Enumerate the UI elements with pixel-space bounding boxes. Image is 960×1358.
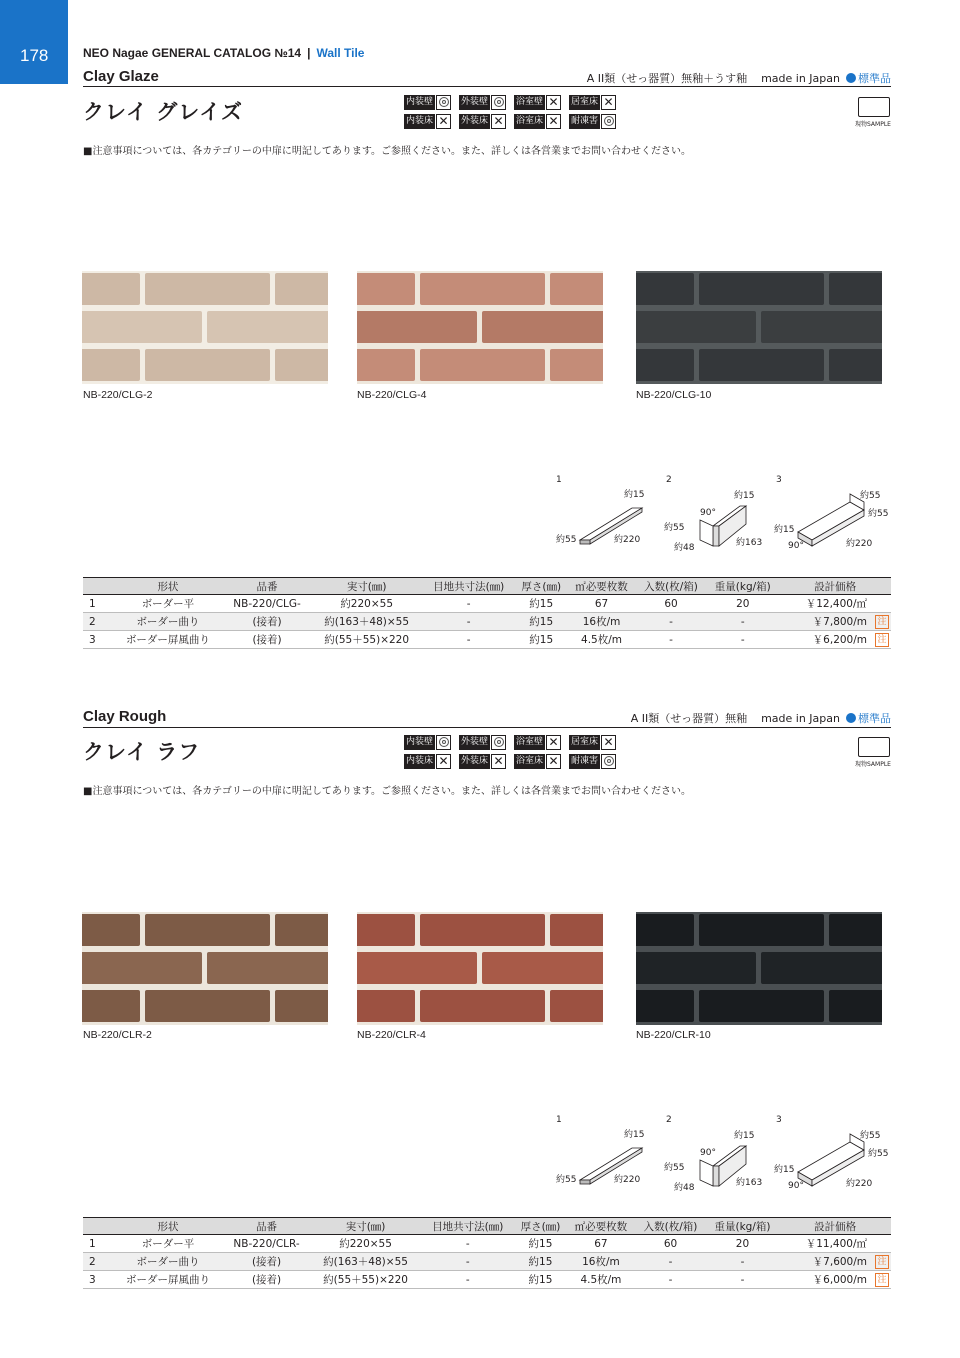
table-cell: 約15 <box>514 1253 566 1271</box>
double-circle-icon <box>601 754 616 769</box>
usage-bath-floor <box>514 113 569 129</box>
usage-interior-floor <box>404 113 459 129</box>
table-cell: 20 <box>706 595 779 613</box>
border-flat-end <box>580 1180 590 1184</box>
table-cell: (接着) <box>223 1271 310 1289</box>
brick <box>275 990 328 1022</box>
dim-label: 約220 <box>614 535 641 545</box>
table-cell: 約220×55 <box>311 595 422 613</box>
header-cell: 品番 <box>223 1218 310 1235</box>
brick <box>699 914 824 946</box>
table-cell: 約(55＋55)×220 <box>311 631 422 649</box>
brick <box>699 990 824 1022</box>
table-cell: 60 <box>636 595 706 613</box>
table-row <box>83 631 891 649</box>
table-cell: 67 <box>567 1235 636 1253</box>
usage-bath-wall <box>514 734 569 750</box>
table-cell: ボーダー平 <box>113 595 223 613</box>
shape-diagrams <box>550 470 895 560</box>
header-cell: 厚さ(㎜) <box>514 1218 566 1235</box>
table-cell <box>779 595 891 613</box>
table-cell: - <box>636 613 706 631</box>
header-separator: | <box>307 46 311 60</box>
page-number-tab <box>0 0 68 84</box>
cross-icon: ✕ <box>546 754 561 769</box>
tile-swatch <box>636 912 882 1025</box>
swatch-code: NB-220/CLR-10 <box>636 1029 711 1041</box>
brick <box>82 990 140 1022</box>
dim-label: 約220 <box>846 539 873 549</box>
cross-icon: ✕ <box>601 95 616 110</box>
table-cell: NB-220/CLR- <box>223 1235 310 1253</box>
spec-text: A II類（せっ器質）無釉＋うす釉 <box>586 72 748 85</box>
brick <box>761 311 882 343</box>
brick <box>482 311 603 343</box>
dim-label: 約220 <box>846 1179 873 1189</box>
swatch-code: NB-220/CLG-2 <box>83 389 153 401</box>
price-value: ￥7,800/m <box>812 616 867 628</box>
table-cell: 16枚/m <box>567 1253 636 1271</box>
dim-label: 約15 <box>734 491 755 501</box>
table-cell: - <box>706 613 779 631</box>
dim-label: 約48 <box>674 1183 695 1193</box>
dim-label: 約55 <box>664 523 685 533</box>
diagram-number: 1 <box>556 475 562 485</box>
usage-interior-wall <box>404 734 459 750</box>
tile-swatch <box>636 271 882 384</box>
usage-label: 外装床 <box>459 754 490 769</box>
section-jp-title: クレイ ラフ <box>83 740 201 764</box>
double-circle-icon <box>436 735 451 750</box>
usage-label: 外装壁 <box>459 735 490 750</box>
brick <box>357 914 415 946</box>
section-spec <box>631 710 891 726</box>
usage-interior-wall <box>404 94 459 110</box>
table-cell: 約220×55 <box>310 1235 421 1253</box>
brick <box>636 349 694 381</box>
usage-exterior-floor <box>459 753 514 769</box>
usage-label: 浴室壁 <box>514 95 545 110</box>
sample-icon <box>858 97 890 117</box>
table-row <box>83 1271 891 1289</box>
tile-swatch <box>357 271 603 384</box>
table-cell: - <box>706 1253 779 1271</box>
section-en-title: Clay Rough <box>83 708 167 725</box>
header-cell: 実寸(㎜) <box>310 1218 421 1235</box>
table-header-row <box>83 578 891 595</box>
brick <box>699 349 824 381</box>
usage-frost <box>569 113 624 129</box>
dim-label: 約15 <box>774 1165 795 1175</box>
table-cell <box>779 1235 891 1253</box>
table-cell: 約15 <box>515 631 567 649</box>
table-cell: - <box>421 1271 514 1289</box>
diagram-number: 3 <box>776 475 782 485</box>
table-cell: 約(163＋48)×55 <box>311 613 422 631</box>
table-row <box>83 1235 891 1253</box>
table-cell <box>779 631 891 649</box>
header-cell: 目地共寸法(㎜) <box>422 578 515 595</box>
table-cell: - <box>422 595 515 613</box>
border-corner-return <box>700 1160 713 1186</box>
table-header-row <box>83 1218 891 1235</box>
brick <box>82 311 202 343</box>
brick <box>275 914 328 946</box>
header-cell: ㎡必要枚数 <box>567 578 636 595</box>
brick <box>420 349 545 381</box>
header-cell: 形状 <box>113 1218 223 1235</box>
header-cell <box>83 1218 113 1235</box>
section-spec <box>587 70 891 86</box>
dim-label: 約48 <box>674 543 695 553</box>
usage-label: 浴室床 <box>514 754 545 769</box>
dim-label: 約15 <box>734 1131 755 1141</box>
dim-label: 約55 <box>868 1149 889 1159</box>
header-cell: 重量(kg/箱) <box>706 1218 779 1235</box>
table-cell <box>779 1271 891 1289</box>
table-cell <box>779 613 891 631</box>
usage-exterior-wall <box>459 94 514 110</box>
usage-label: 居室床 <box>569 735 600 750</box>
cross-icon: ✕ <box>436 114 451 129</box>
table-cell: 1 <box>83 595 113 613</box>
title-rule <box>83 86 891 87</box>
table-cell: 2 <box>83 1253 113 1271</box>
table-cell: - <box>635 1271 705 1289</box>
title-rule <box>83 727 891 728</box>
origin-text: made in Japan <box>761 712 840 725</box>
standard-dot-icon <box>846 73 856 83</box>
brick <box>550 914 603 946</box>
usage-label: 浴室壁 <box>514 735 545 750</box>
header-cell: 入数(枚/箱) <box>636 578 706 595</box>
brick <box>829 990 882 1022</box>
header-cell: 目地共寸法(㎜) <box>421 1218 514 1235</box>
dim-label: 約55 <box>860 1131 881 1141</box>
table-cell: - <box>421 1235 514 1253</box>
brick <box>699 273 824 305</box>
dim-label: 約220 <box>614 1175 641 1185</box>
double-circle-icon <box>601 114 616 129</box>
table-cell: 約15 <box>515 595 567 613</box>
table-cell: - <box>422 613 515 631</box>
table-cell: 3 <box>83 1271 113 1289</box>
spec-table <box>83 577 891 649</box>
cross-icon: ✕ <box>546 114 561 129</box>
dim-label: 90° <box>788 541 804 551</box>
swatch-code: NB-220/CLG-4 <box>357 389 427 401</box>
header-cell: 品番 <box>223 578 311 595</box>
brick <box>207 311 328 343</box>
table-cell: 2 <box>83 613 113 631</box>
table-cell: 4.5枚/m <box>567 631 636 649</box>
usage-grid <box>404 94 624 129</box>
table-cell: ボーダー屏風曲り <box>113 631 223 649</box>
standard-label: 標準品 <box>858 72 891 85</box>
dim-label: 約55 <box>860 491 881 501</box>
brick <box>761 952 882 984</box>
price-value: ￥6,200/m <box>812 634 867 646</box>
spec-text: A II類（せっ器質）無釉 <box>630 712 748 725</box>
cross-icon: ✕ <box>601 735 616 750</box>
price-value: ￥7,600/m <box>812 1256 867 1268</box>
dim-label: 90° <box>788 1181 804 1191</box>
header-cell: 形状 <box>113 578 223 595</box>
cross-icon: ✕ <box>491 114 506 129</box>
notice-text: ■注意事項については、各カテゴリーの中扉に明記してあります。ご参照ください。また、詳しくは各営業までお問い合わせください。 <box>83 146 692 157</box>
table-row <box>83 595 891 613</box>
note-badge: 注 <box>875 615 889 629</box>
header-cell: 厚さ(㎜) <box>515 578 567 595</box>
spec-table <box>83 1217 891 1289</box>
table-cell: ボーダー曲り <box>113 613 223 631</box>
usage-living-floor <box>569 734 624 750</box>
table-cell <box>779 1253 891 1271</box>
table-cell: NB-220/CLG- <box>223 595 311 613</box>
dim-label: 約55 <box>556 535 577 545</box>
catalog-name: NEO Nagae GENERAL CATALOG №14 <box>83 46 302 60</box>
brick <box>482 952 603 984</box>
border-corner-end <box>713 526 719 546</box>
dim-label: 約55 <box>868 509 889 519</box>
header-cell: 設計価格 <box>779 1218 891 1235</box>
usage-label: 内装壁 <box>404 735 435 750</box>
swatch-code: NB-220/CLG-10 <box>636 389 712 401</box>
brick <box>636 311 756 343</box>
table-cell: - <box>636 631 706 649</box>
brick <box>829 914 882 946</box>
sample-label: 現物SAMPLE <box>855 761 891 768</box>
usage-label: 外装床 <box>459 114 490 129</box>
swatch-code: NB-220/CLR-2 <box>83 1029 152 1041</box>
dim-label: 90° <box>700 1148 716 1158</box>
brick <box>636 990 694 1022</box>
shape-diagrams <box>550 1110 895 1200</box>
usage-label: 内装床 <box>404 114 435 129</box>
brick <box>636 273 694 305</box>
price-value: ￥12,400/㎡ <box>805 598 867 610</box>
table-cell: - <box>635 1253 705 1271</box>
diagram-number: 2 <box>666 1115 672 1125</box>
table-cell: 67 <box>567 595 636 613</box>
dim-label: 約15 <box>624 1130 645 1140</box>
brick <box>550 273 603 305</box>
header-cell: 重量(kg/箱) <box>706 578 779 595</box>
category-name: Wall Tile <box>316 46 365 60</box>
brick <box>145 990 270 1022</box>
cross-icon: ✕ <box>546 735 561 750</box>
diagram-number: 3 <box>776 1115 782 1125</box>
price-value: ￥11,400/㎡ <box>805 1238 867 1250</box>
brick <box>420 990 545 1022</box>
cross-icon: ✕ <box>436 754 451 769</box>
swatch-code: NB-220/CLR-4 <box>357 1029 426 1041</box>
brick <box>357 273 415 305</box>
usage-label: 内装壁 <box>404 95 435 110</box>
table-cell: 約(55＋55)×220 <box>310 1271 421 1289</box>
table-cell: 3 <box>83 631 113 649</box>
dim-label: 約55 <box>556 1175 577 1185</box>
brick <box>420 273 545 305</box>
usage-label: 居室床 <box>569 95 600 110</box>
dim-label: 約163 <box>736 1178 763 1188</box>
usage-label: 浴室床 <box>514 114 545 129</box>
dim-label: 約15 <box>774 525 795 535</box>
section-jp-title: クレイ グレイズ <box>83 100 244 124</box>
brick <box>357 990 415 1022</box>
sample-label: 現物SAMPLE <box>855 121 891 128</box>
header-cell: ㎡必要枚数 <box>567 1218 636 1235</box>
brick <box>82 952 202 984</box>
usage-label: 耐凍害 <box>569 754 600 769</box>
brick <box>636 952 756 984</box>
table-cell: (接着) <box>223 613 311 631</box>
page-number: 178 <box>20 46 49 65</box>
usage-grid <box>404 734 624 769</box>
note-badge: 注 <box>875 1273 889 1287</box>
dim-label: 約55 <box>664 1163 685 1173</box>
border-corner-return <box>700 520 713 546</box>
table-cell: 約15 <box>515 613 567 631</box>
catalog-header <box>83 46 364 60</box>
usage-bath-wall <box>514 94 569 110</box>
standard-dot-icon <box>846 713 856 723</box>
table-cell: (接着) <box>223 1253 310 1271</box>
dim-label: 約15 <box>624 490 645 500</box>
usage-label: 耐凍害 <box>569 114 600 129</box>
table-cell: - <box>706 631 779 649</box>
brick <box>636 914 694 946</box>
brick <box>357 349 415 381</box>
sample-icon <box>858 737 890 757</box>
cross-icon: ✕ <box>491 754 506 769</box>
usage-label: 外装壁 <box>459 95 490 110</box>
notice-text: ■注意事項については、各カテゴリーの中扉に明記してあります。ご参照ください。また、詳しくは各営業までお問い合わせください。 <box>83 786 692 797</box>
brick <box>829 273 882 305</box>
table-cell: - <box>706 1271 779 1289</box>
table-cell: 約15 <box>514 1235 566 1253</box>
usage-bath-floor <box>514 753 569 769</box>
usage-frost <box>569 753 624 769</box>
table-cell: 20 <box>706 1235 779 1253</box>
brick <box>550 990 603 1022</box>
header-cell: 設計価格 <box>779 578 891 595</box>
usage-exterior-floor <box>459 113 514 129</box>
double-circle-icon <box>436 95 451 110</box>
brick <box>357 311 477 343</box>
note-badge: 注 <box>875 633 889 647</box>
usage-exterior-wall <box>459 734 514 750</box>
table-cell: - <box>421 1253 514 1271</box>
brick <box>275 349 328 381</box>
table-cell: (接着) <box>223 631 311 649</box>
table-row <box>83 1253 891 1271</box>
tile-swatch <box>82 912 328 1025</box>
cross-icon: ✕ <box>546 95 561 110</box>
table-cell: - <box>422 631 515 649</box>
standard-label: 標準品 <box>858 712 891 725</box>
diagram-number: 1 <box>556 1115 562 1125</box>
table-cell: 4.5枚/m <box>567 1271 636 1289</box>
table-cell: ボーダー屏風曲り <box>113 1271 223 1289</box>
table-cell: 16枚/m <box>567 613 636 631</box>
brick <box>145 273 270 305</box>
dim-label: 90° <box>700 508 716 518</box>
table-cell: 約(163＋48)×55 <box>310 1253 421 1271</box>
section-en-title: Clay Glaze <box>83 68 159 85</box>
table-cell: 約15 <box>514 1271 566 1289</box>
double-circle-icon <box>491 95 506 110</box>
note-badge: 注 <box>875 1255 889 1269</box>
origin-text: made in Japan <box>761 72 840 85</box>
price-value: ￥6,000/m <box>812 1274 867 1286</box>
diagram-number: 2 <box>666 475 672 485</box>
double-circle-icon <box>491 735 506 750</box>
brick <box>829 349 882 381</box>
table-cell: 60 <box>635 1235 705 1253</box>
border-corner-end <box>713 1166 719 1186</box>
header-cell: 実寸(㎜) <box>311 578 422 595</box>
table-cell: 1 <box>83 1235 113 1253</box>
border-flat-end <box>580 540 590 544</box>
brick <box>145 914 270 946</box>
table-row <box>83 613 891 631</box>
brick <box>82 914 140 946</box>
tile-swatch <box>82 271 328 384</box>
table-cell: ボーダー曲り <box>113 1253 223 1271</box>
brick <box>145 349 270 381</box>
usage-interior-floor <box>404 753 459 769</box>
dim-label: 約163 <box>736 538 763 548</box>
header-cell <box>83 578 113 595</box>
brick <box>207 952 328 984</box>
usage-living-floor <box>569 94 624 110</box>
brick <box>420 914 545 946</box>
brick <box>357 952 477 984</box>
header-cell: 入数(枚/箱) <box>635 1218 705 1235</box>
brick <box>275 273 328 305</box>
brick <box>82 273 140 305</box>
brick <box>82 349 140 381</box>
tile-swatch <box>357 912 603 1025</box>
table-cell: ボーダー平 <box>113 1235 223 1253</box>
brick <box>550 349 603 381</box>
usage-label: 内装床 <box>404 754 435 769</box>
